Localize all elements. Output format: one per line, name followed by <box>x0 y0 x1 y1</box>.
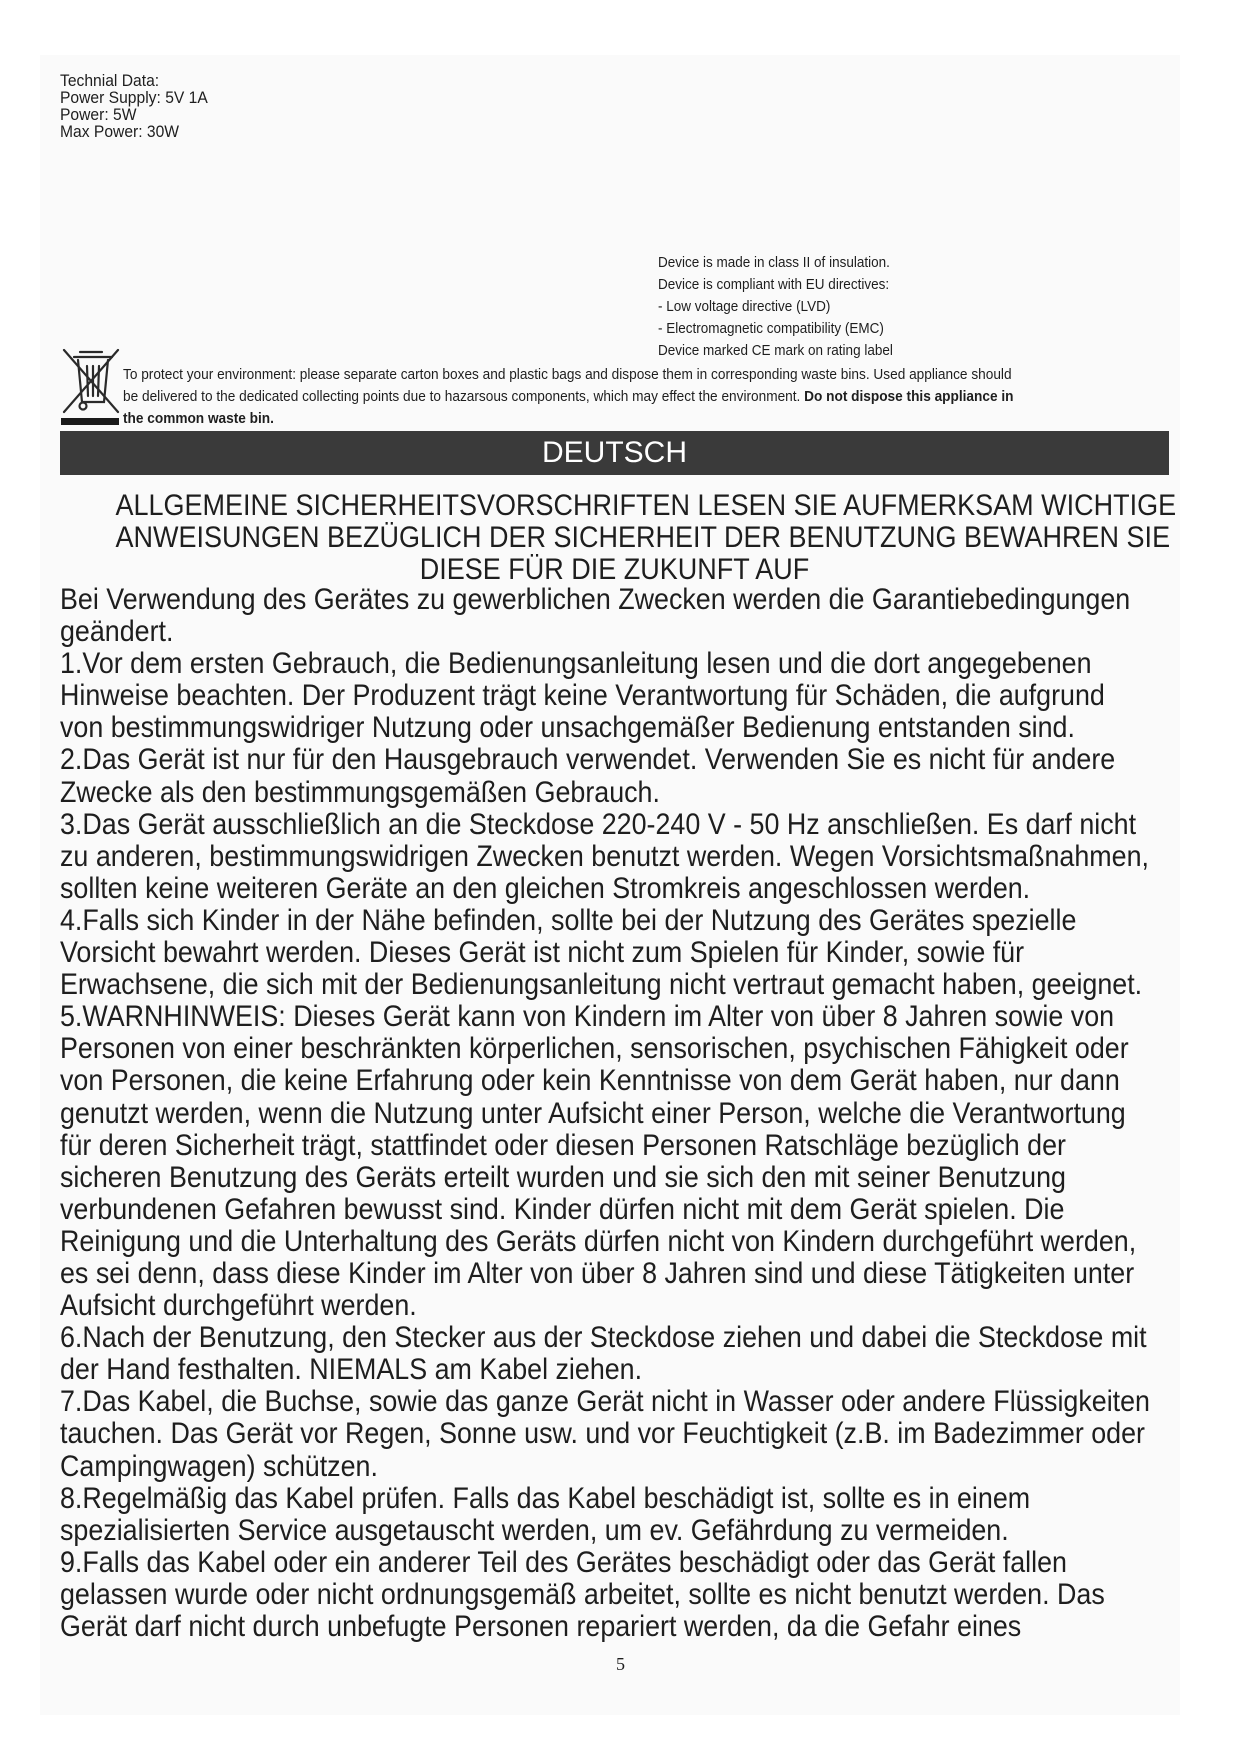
power-line: Power: 5W <box>60 105 137 124</box>
instruction-line: von Personen, die keine Erfahrung oder kein Kenntnisse von dem Gerät haben, nur dann <box>60 1064 1120 1098</box>
instruction-line: 8.Regelmäßig das Kabel prüfen. Falls das Kabel beschädigt ist, sollte es in einem <box>60 1481 1031 1515</box>
instruction-line: sollten keine weiteren Geräte an den gleichen Stromkreis angeschlossen werden. <box>60 871 1031 905</box>
instruction-line: 3.Das Gerät ausschließlich an die Steckdose 220-240 V - 50 Hz anschließen. Es darf nicht <box>60 807 1137 841</box>
environment-notice <box>123 364 1170 430</box>
instruction-line: von bestimmungswidriger Nutzung oder unsachgemäßer Bedienung entstanden sind. <box>60 711 1075 745</box>
device-compliance-info <box>658 252 893 362</box>
instruction-line: Aufsicht durchgeführt werden. <box>60 1289 417 1323</box>
device-info-line: Device marked CE mark on rating label <box>658 342 893 359</box>
instruction-line: Erwachsene, die sich mit der Bedienungsanleitung nicht vertraut gemacht haben, geeignet. <box>60 968 1143 1002</box>
crossed-out-wheelie-bin-icon <box>60 346 122 428</box>
instruction-line: Personen von einer beschränkten körperlichen, sensorischen, psychischen Fähigkeit oder <box>60 1032 1129 1066</box>
device-info-line: Device is made in class II of insulation. <box>658 254 890 271</box>
device-info-line: - Low voltage directive (LVD) <box>658 298 831 315</box>
device-info-line: Device is compliant with EU directives: <box>658 276 890 293</box>
instruction-line: sicheren Benutzung des Geräts erteilt wurden und sie sich den mit seiner Benutzung <box>60 1160 1066 1194</box>
page-number: 5 <box>616 1654 625 1674</box>
instruction-line: 6.Nach der Benutzung, den Stecker aus der Steckdose ziehen und dabei die Steckdose mit <box>60 1321 1147 1355</box>
heading-line: DIESE FÜR DIE ZUKUNFT AUF <box>419 553 810 586</box>
instruction-line: Campingwagen) schützen. <box>60 1449 378 1483</box>
instruction-line: Gerät darf nicht durch unbefugte Personen repariert werden, da die Gefahr eines <box>60 1610 1022 1643</box>
instruction-line: Hinweise beachten. Der Produzent trägt keine Verantwortung für Schäden, die aufgrund <box>60 679 1105 713</box>
instruction-line: spezialisierten Service ausgetauscht werden, um ev. Gefährdung zu vermeiden. <box>60 1513 1009 1547</box>
disposal-warning-end: the common waste bin. <box>123 410 274 427</box>
power-supply-line: Power Supply: 5V 1A <box>60 88 208 107</box>
disposal-warning: Do not dispose this appliance in <box>804 388 1014 405</box>
instruction-line: Reinigung und die Unterhaltung des Geräts dürfen nicht von Kindern durchgeführt werden, <box>60 1224 1137 1258</box>
instruction-line: 2.Das Gerät ist nur für den Hausgebrauch verwendet. Verwenden Sie es nicht für andere <box>60 743 1116 777</box>
instruction-line: 1.Vor dem ersten Gebrauch, die Bedienungsanleitung lesen und die dort angegebenen <box>60 647 1092 681</box>
instruction-line: 7.Das Kabel, die Buchse, sowie das ganze Gerät nicht in Wasser oder andere Flüssigkeiten <box>60 1385 1150 1419</box>
language-section-banner: DEUTSCH <box>60 431 1169 475</box>
instruction-line: der Hand festhalten. NIEMALS am Kabel ziehen. <box>60 1353 643 1387</box>
instruction-line: Zwecke als den bestimmungsgemäßen Gebrauch. <box>60 775 660 809</box>
technical-data-title: Technial Data: <box>60 71 160 90</box>
max-power-line: Max Power: 30W <box>60 122 180 141</box>
instruction-line: 9.Falls das Kabel oder ein anderer Teil des Gerätes beschädigt oder das Gerät fallen <box>60 1545 1067 1579</box>
instruction-line: 5.WARNHINWEIS: Dieses Gerät kann von Kindern im Alter von über 8 Jahren sowie von <box>60 1000 1115 1034</box>
instruction-line: Vorsicht bewahrt werden. Dieses Gerät ist nicht zum Spielen für Kinder, sowie für <box>60 936 1025 970</box>
instruction-line: 4.Falls sich Kinder in der Nähe befinden, sollte bei der Nutzung des Gerätes spezielle <box>60 903 1077 937</box>
instruction-line: tauchen. Das Gerät vor Regen, Sonne usw. und vor Feuchtigkeit (z.B. im Badezimmer oder <box>60 1417 1145 1451</box>
instruction-line: verbundenen Gefahren bewusst sind. Kinder dürfen nicht mit dem Gerät spielen. Die <box>60 1192 1065 1226</box>
instruction-line: es sei denn, dass diese Kinder im Alter von über 8 Jahren sind und diese Tätigkeiten unter <box>60 1256 1135 1290</box>
device-info-line: - Electromagnetic compatibility (EMC) <box>658 320 884 337</box>
instruction-line: genutzt werden, wenn die Nutzung unter Aufsicht einer Person, welche die Verantwortung <box>60 1096 1126 1130</box>
instruction-line: zu anderen, bestimmungswidrigen Zwecken benutzt werden. Wegen Vorsichtsmaßnahmen, <box>60 839 1149 873</box>
environment-line-3 <box>123 408 1170 430</box>
heading-line: ANWEISUNGEN BEZÜGLICH DER SICHERHEIT DER BENUTZUNG BEWAHREN SIE <box>115 521 1171 554</box>
instruction-line: geändert. <box>60 615 174 649</box>
instruction-line: gelassen wurde oder nicht ordnungsgemäß arbeitet, sollte es nicht benutzt werden. Das <box>60 1577 1105 1611</box>
instruction-line: für deren Sicherheit trägt, stattfindet oder diesen Personen Ratschläge bezüglich der <box>60 1128 1066 1162</box>
technical-data <box>60 72 208 140</box>
safety-heading <box>60 489 1177 586</box>
environment-line-2 <box>123 386 1170 408</box>
environment-line-1: To protect your environment: please separate carton boxes and plastic bags and dispose them in corresponding waste bins. Used appliance should <box>123 366 1012 383</box>
safety-instructions <box>60 584 1150 1643</box>
environment-text: be delivered to the dedicated collecting points due to hazarsous components, which may effect the environment. <box>123 388 805 405</box>
instruction-line: Bei Verwendung des Gerätes zu gewerblichen Zwecken werden die Garantiebedingungen <box>60 583 1131 616</box>
heading-line: ALLGEMEINE SICHERHEITSVORSCHRIFTEN LESEN SIE AUFMERKSAM WICHTIGE <box>115 489 1177 522</box>
